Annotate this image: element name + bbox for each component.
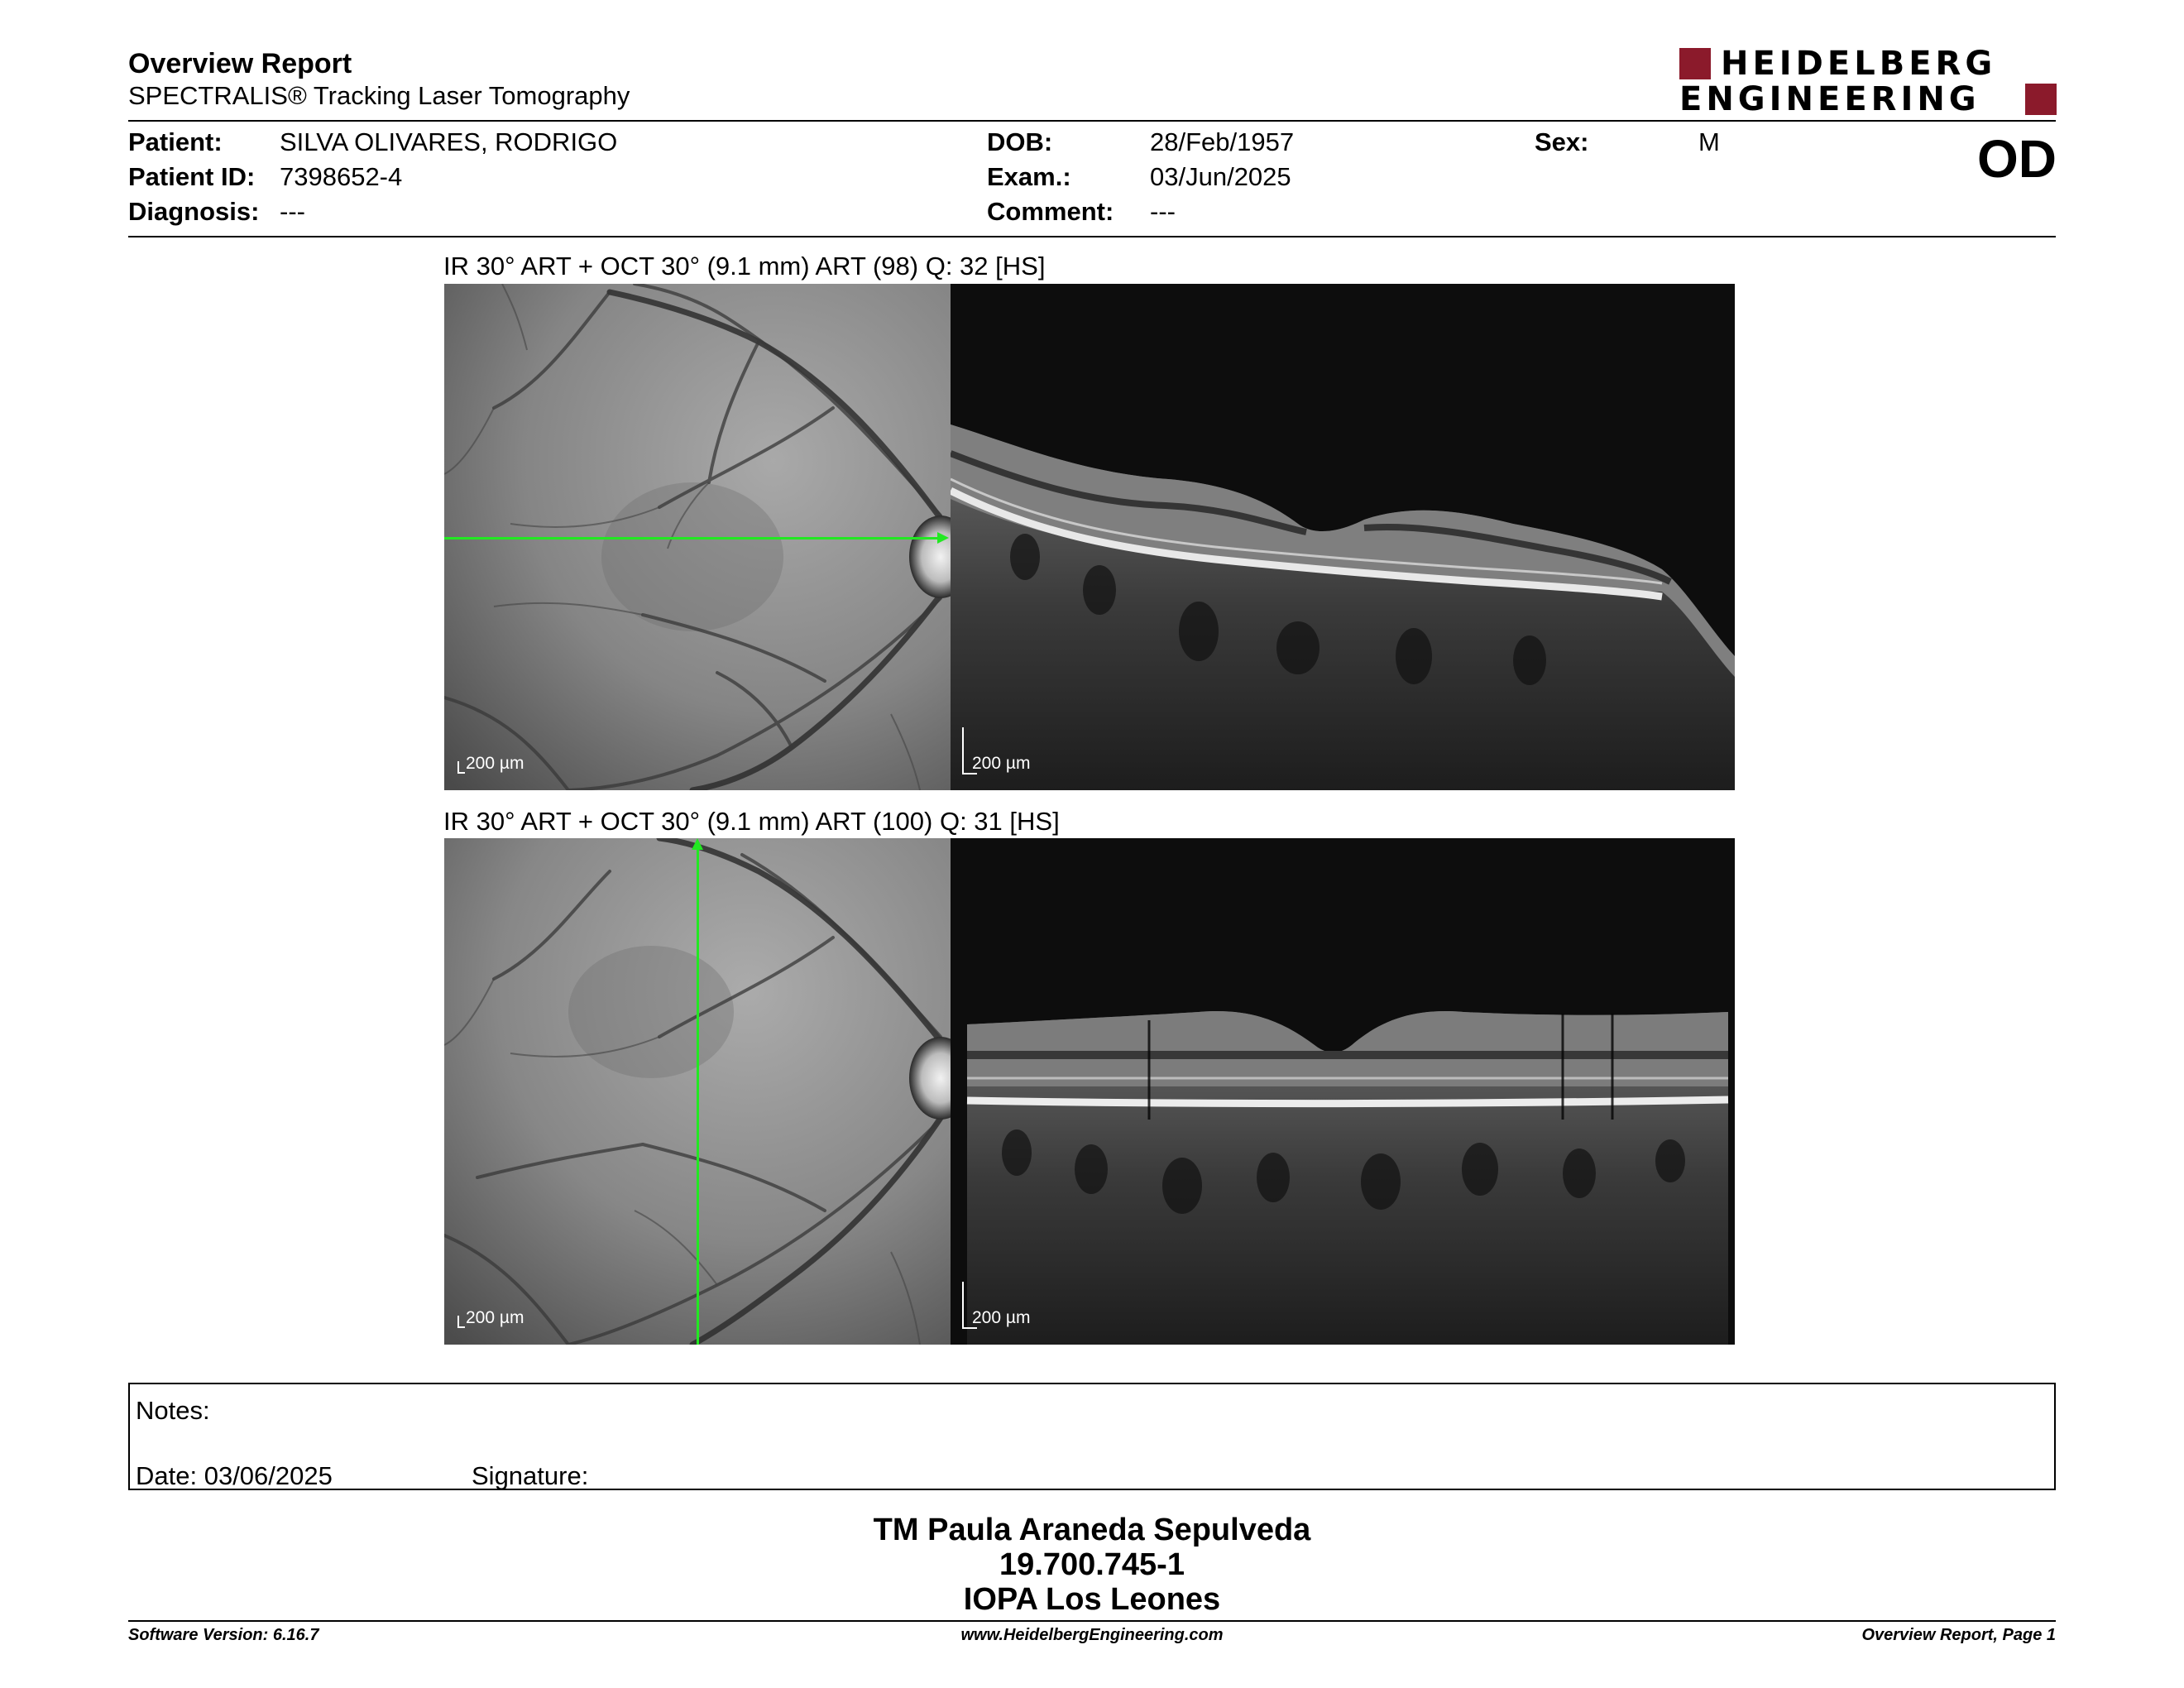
- patient-id: 7398652-4: [280, 162, 403, 191]
- report-title: Overview Report: [128, 48, 352, 79]
- date-label: Date: 03/06/2025: [136, 1461, 333, 1490]
- stamp-id: 19.700.745-1: [999, 1547, 1185, 1582]
- page-indicator: Overview Report, Page 1: [1861, 1626, 2056, 1644]
- scale-bar-icon: [457, 761, 465, 774]
- scan2-oct-image[interactable]: [951, 838, 1735, 1345]
- scan2-fundus-image[interactable]: [444, 838, 951, 1345]
- footer-divider: [128, 1620, 2056, 1622]
- scan1-arrow-icon: [937, 532, 949, 544]
- exam-label: Exam.:: [987, 162, 1071, 191]
- patient-id-label: Patient ID:: [128, 162, 256, 191]
- stamp-name: TM Paula Araneda Sepulveda: [873, 1513, 1311, 1547]
- dob-label: DOB:: [987, 127, 1053, 156]
- oct-bscan-drawing: [951, 284, 1735, 790]
- scan1-scan-line[interactable]: [444, 537, 944, 539]
- scan2-scan-line[interactable]: [697, 845, 699, 1345]
- patient-name: SILVA OLIVARES, RODRIGO: [280, 127, 618, 156]
- sex-value: M: [1698, 127, 1720, 156]
- header-divider: [128, 120, 2056, 122]
- comment-value: ---: [1150, 197, 1176, 226]
- oct-bscan-drawing: [951, 838, 1735, 1345]
- stamp-institution: IOPA Los Leones: [963, 1582, 1221, 1617]
- patient-divider: [128, 236, 2056, 237]
- eye-indicator: OD: [1977, 129, 2057, 189]
- logo-line2: ENGINEERING: [1679, 80, 1980, 118]
- scale-bar-icon: [457, 1316, 465, 1328]
- website-link[interactable]: www.HeidelbergEngineering.com: [960, 1626, 1224, 1644]
- software-version: Software Version: 6.16.7: [128, 1626, 319, 1644]
- notes-label: Notes:: [136, 1396, 210, 1425]
- diagnosis-label: Diagnosis:: [128, 197, 260, 226]
- scan1-oct-scale: 200 µm: [972, 754, 1031, 773]
- scan2-fundus-scale: 200 µm: [466, 1308, 524, 1327]
- diagnosis-value: ---: [280, 197, 305, 226]
- logo-square-icon: [1679, 48, 1711, 79]
- report-subtitle: SPECTRALIS® Tracking Laser Tomography: [128, 81, 630, 110]
- signature-label: Signature:: [472, 1461, 589, 1490]
- scan1-oct-image[interactable]: [951, 284, 1735, 790]
- scan1-fundus-scale: 200 µm: [466, 754, 524, 773]
- scan1-fundus-image[interactable]: [444, 284, 951, 790]
- scan2-oct-scale: 200 µm: [972, 1308, 1031, 1327]
- scan2-caption: IR 30° ART + OCT 30° (9.1 mm) ART (100) Q: 31 [HS]: [443, 807, 1060, 836]
- notes-box: [128, 1383, 2056, 1490]
- dob-value: 28/Feb/1957: [1150, 127, 1295, 156]
- comment-label: Comment:: [987, 197, 1114, 226]
- logo-square-icon: [2025, 84, 2057, 115]
- scan2-arrow-icon: [692, 838, 703, 850]
- patient-label: Patient:: [128, 127, 223, 156]
- sex-label: Sex:: [1535, 127, 1589, 156]
- exam-value: 03/Jun/2025: [1150, 162, 1291, 191]
- logo-line1: HEIDELBERG: [1721, 45, 1997, 83]
- scan1-caption: IR 30° ART + OCT 30° (9.1 mm) ART (98) Q: 32 [HS]: [443, 252, 1046, 281]
